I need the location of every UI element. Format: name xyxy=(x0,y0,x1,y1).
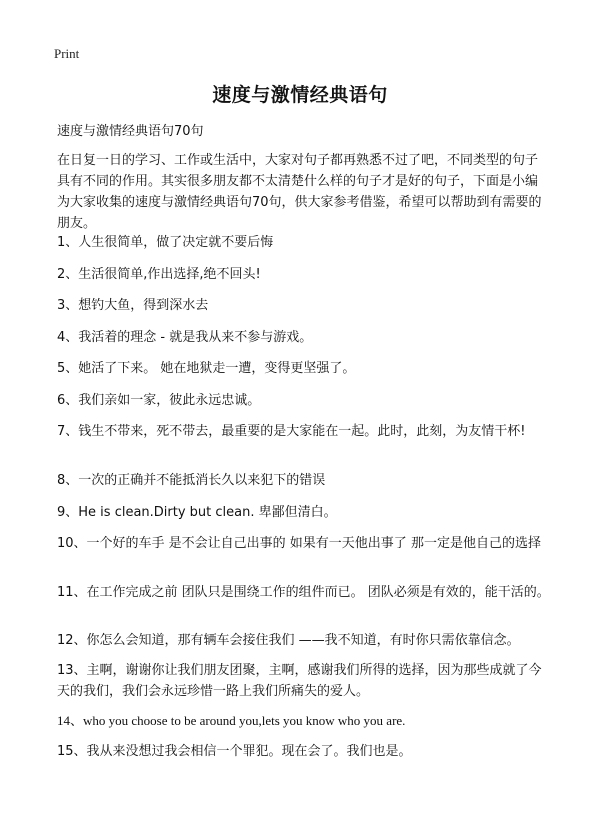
subtitle: 速度与激情经典语句70句 xyxy=(57,124,204,139)
list-item: 1、人生很简单，做了决定就不要后悔 xyxy=(57,235,274,250)
list-item: 8、一次的正确并不能抵消长久以来犯下的错误 xyxy=(57,473,326,488)
list-item: 6、我们亲如一家，彼此永远忠诚。 xyxy=(57,393,261,408)
list-item: 11、在工作完成之前 团队只是围绕工作的组件而已。 团队必须是有效的，能干活的。 xyxy=(57,585,550,600)
print-link[interactable]: Print xyxy=(54,46,80,61)
list-item: 9、He is clean.Dirty but clean. 卑鄙但清白。 xyxy=(57,505,337,520)
list-item: 12、你怎么会知道，那有辆车会接住我们 ——我不知道，有时你只需依靠信念。 xyxy=(57,633,520,648)
page-title: 速度与激情经典语句 xyxy=(212,84,388,106)
list-item: 13、主啊，谢谢你让我们朋友团聚，主啊，感谢我们所得的选择，因为那些成就了今天的我们，我们会永远珍惜一路上我们所痛失的爱人。 xyxy=(57,663,542,699)
list-item: 4、我活着的理念 - 就是我从来不参与游戏。 xyxy=(57,330,313,345)
list-item: 14、who you choose to be around you,lets you know who you are. xyxy=(57,713,406,728)
list-item: 5、她活了下来。 她在地狱走一遭，变得更坚强了。 xyxy=(57,361,356,376)
list-item: 10、一个好的车手 是不会让自己出事的 如果有一天他出事了 那一定是他自己的选择 xyxy=(57,536,541,551)
list-item: 7、钱生不带来，死不带去，最重要的是大家能在一起。此时，此刻，为友情干杯! xyxy=(57,424,526,439)
list-item: 3、想钓大鱼，得到深水去 xyxy=(57,298,209,313)
list-item: 15、我从来没想过我会相信一个罪犯。现在会了。我们也是。 xyxy=(57,744,412,759)
intro-paragraph: 在日复一日的学习、工作或生活中，大家对句子都再熟悉不过了吧，不同类型的句子具有不同的作用。其实很多朋友都不太清楚什么样的句子才是好的句子，下面是小编为大家收集的速度与激情经典语句70句，供大家参考借鉴，希望可以帮助到有需要的朋友。 xyxy=(57,153,542,231)
list-item: 2、生活很简单,作出选择,绝不回头! xyxy=(57,267,261,282)
